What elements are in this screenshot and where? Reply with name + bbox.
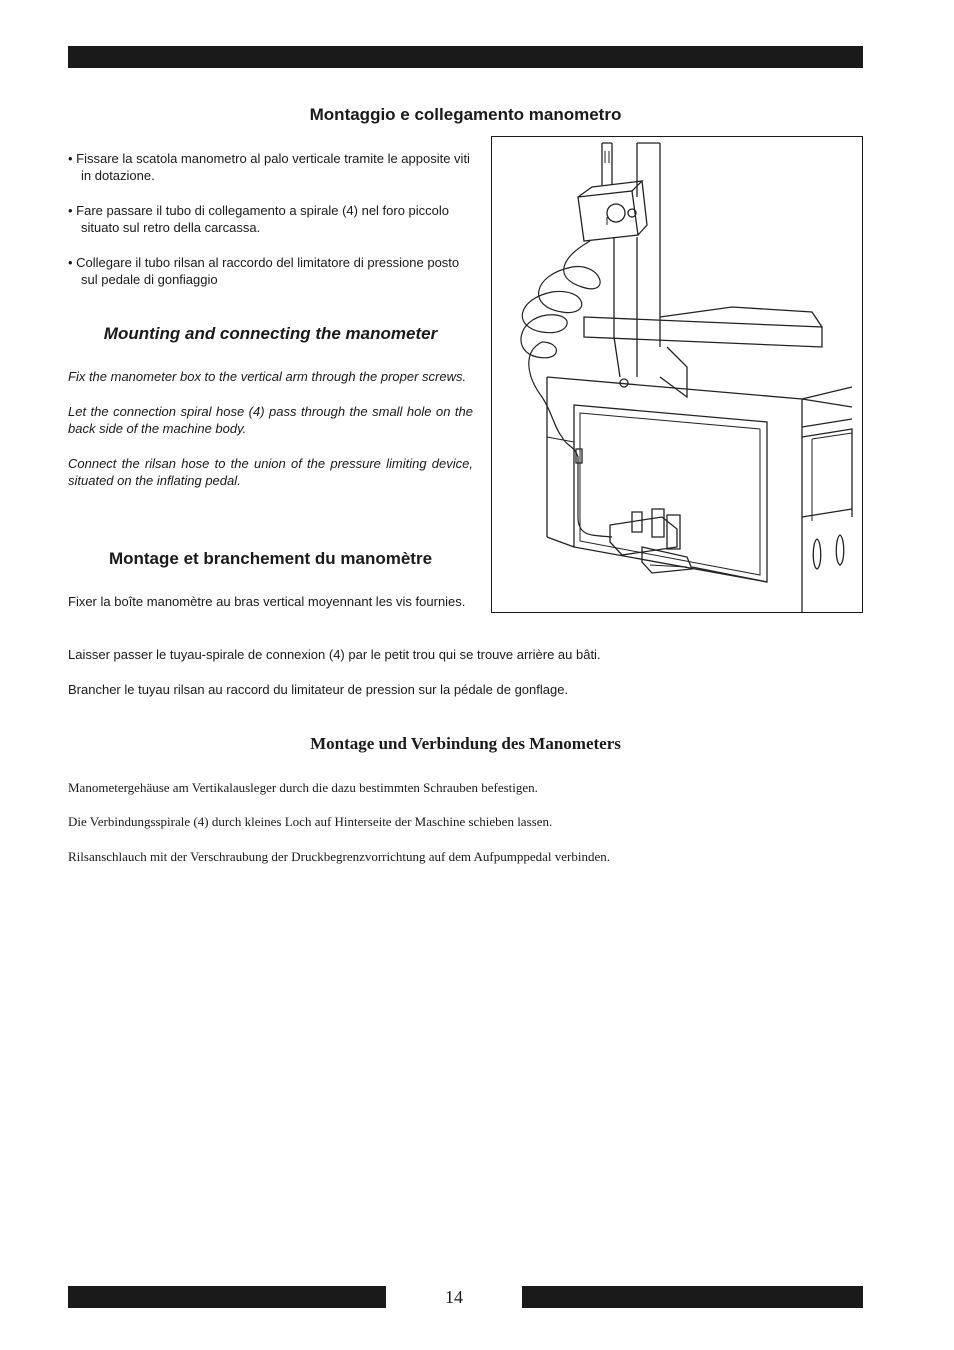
footer-bar-right bbox=[522, 1286, 863, 1308]
german-paragraph: Die Verbindungsspirale (4) durch kleines Loch auf Hinterseite der Maschine schieben lassen. bbox=[68, 814, 553, 829]
italian-bullet: • Fissare la scatola manometro al palo verticale tramite le apposite viti in dotazione. bbox=[68, 151, 470, 183]
french-paragraph-text: Fixer la boîte manomètre au bras vertical moyennant les vis fournies. bbox=[68, 594, 466, 609]
header-bar bbox=[68, 46, 863, 68]
french-paragraph bbox=[68, 593, 473, 610]
heading-french: Montage et branchement du manomètre bbox=[108, 549, 433, 568]
footer-bar-left bbox=[68, 1286, 386, 1308]
heading-italian: Montaggio e collegamento manometro bbox=[309, 105, 622, 124]
page-number: 14 bbox=[445, 1287, 463, 1307]
german-paragraph: Rilsanschlauch mit der Verschraubung der Druckbegrenzvorrichtung auf dem Aufpumppedal verbinden. bbox=[68, 849, 610, 864]
french-paragraph: Laisser passer le tuyau-spirale de connexion (4) par le petit trou qui se trouve arrière au bâti. bbox=[68, 647, 601, 662]
german-paragraph: Manometergehäuse am Vertikalausleger durch die dazu bestimmten Schrauben befestigen. bbox=[68, 780, 538, 795]
heading-german: Montage und Verbindung des Manometers bbox=[310, 734, 621, 753]
french-paragraph: Brancher le tuyau rilsan au raccord du limitateur de pression sur la pédale de gonflage. bbox=[68, 682, 569, 697]
english-paragraph: Connect the rilsan hose to the union of the pressure limiting device, situated on the inflating pedal. bbox=[68, 456, 473, 488]
english-paragraph: Fix the manometer box to the vertical arm through the proper screws. bbox=[68, 369, 467, 384]
italian-bullets bbox=[68, 150, 478, 306]
manometer-illustration bbox=[491, 136, 863, 613]
italian-bullet: • Collegare il tubo rilsan al raccordo del limitatore di pressione posto sul pedale di gonfiaggio bbox=[68, 255, 460, 287]
heading-english: Mounting and connecting the manometer bbox=[103, 324, 438, 343]
english-paragraph: Let the connection spiral hose (4) pass through the small hole on the back side of the machine body. bbox=[68, 404, 473, 436]
english-text bbox=[68, 368, 473, 507]
italian-bullet: • Fare passare il tubo di collegamento a spirale (4) nel foro piccolo situato sul retro della carcassa. bbox=[68, 203, 450, 235]
